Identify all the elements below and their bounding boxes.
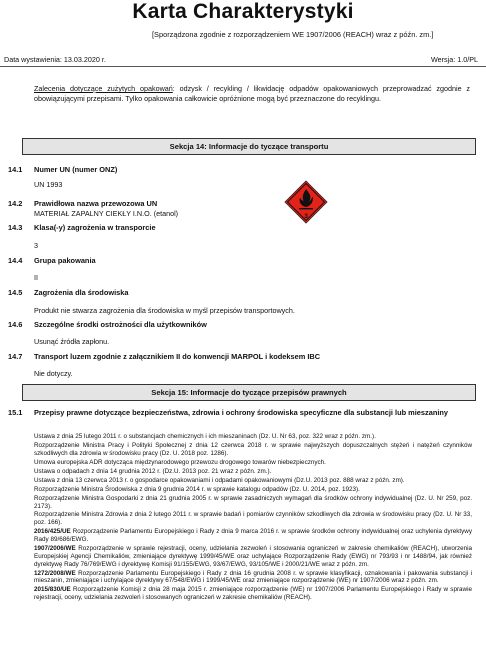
item-title: Klasa(-y) zagrożenia w transporcie (34, 223, 156, 232)
item-title: Zagrożenia dla środowiska (34, 288, 129, 297)
regulation-entry (34, 570, 472, 586)
item-number: 14.6 (8, 320, 23, 329)
regulation-code: 1272/2008/WE (34, 569, 76, 577)
regulation-entry (34, 486, 472, 494)
item-value: UN 1993 (34, 180, 63, 189)
item-number: 14.5 (8, 288, 23, 297)
regulation-entry (34, 586, 472, 602)
regulation-text: Rozporządzenie Ministra Zdrowia z dnia 2 lutego 2011 r. w sprawie badań i pomiarów czynników szkodliwych dla zdrowia w środowisku pracy (Dz. U. Nr 33, poz. 166). (34, 511, 472, 527)
regulation-text: Rozporządzenie w sprawie rejestracji, oceny, udzielania zezwoleń i stosowania ograniczeń w zakresie chemikaliów (REACH), utworzenia Europejskiej Agencji Chemikaliów, zmieniające dyrektywę 1999/45/WE oraz uchylające Rozporządzenie Rady (EWG) nr 793/93 i nr 1488/94, jak również dyrektywę Rady 76/769/EWG i dyrektywę Komisji 91/155/EWG, 93/67/EWG, 93/105/WE i 2000/21/WE wraz z późn. zm. (34, 545, 472, 568)
regulation-text: Rozporządzenie Parlamentu Europejskiego i Rady z dnia 16 grudnia 2008 r. w sprawie klasyfikacji, oznakowania i pakowania substancji i mieszanin, zmieniające i uchylające dyrektywy 67/548/EWG i 1999/45/WE oraz zmieniające rozporządzenie (WE) nr 1907/2006 wraz z późn. zm. (34, 569, 472, 585)
regulation-text: Rozporządzenie Ministra Środowiska z dnia 9 grudnia 2014 r. w sprawie katalogu odpadów (Dz. U. 2014, poz. 1923). (34, 485, 360, 493)
item-value: 3 (34, 241, 38, 250)
regulation-text: Rozporządzenie Parlamentu Europejskiego i Rady z dnia 9 marca 2016 r. w sprawie środków ochrony indywidualnej oraz uchylenia dyrektywy Rady 89/686/EWG. (34, 528, 472, 544)
item-title: Transport luzem zgodnie z załącznikiem II do konwencji MARPOL i kodeksem IBC (34, 352, 321, 361)
item-title: Grupa pakowania (34, 256, 96, 265)
regulation-text: Ustawa z dnia 25 lutego 2011 r. o substancjach chemicznych i ich mieszaninach (Dz. U. Nr 63, poz. 322 wraz z późn. zm.). (34, 433, 376, 440)
item-value: II (34, 273, 38, 282)
item-number: 14.3 (8, 223, 23, 232)
regulation-entry (34, 468, 472, 476)
header-divider (0, 66, 486, 67)
item-title: Prawidłowa nazwa przewozowa UN (34, 199, 158, 208)
item-title: Numer UN (numer ONZ) (34, 165, 118, 174)
item-value: Produkt nie stwarza zagrożenia dla środowiska w myśl przepisów transportowych. (34, 306, 295, 315)
flammable-liquid-icon (284, 180, 328, 224)
regulation-entry (34, 495, 472, 511)
item-number: 14.2 (8, 199, 23, 208)
item-value: Nie dotyczy. (34, 369, 73, 378)
item-value: Usunąć źródła zapłonu. (34, 337, 110, 346)
hazard-class-number: 3 (304, 213, 308, 220)
document-title: Karta Charakterystyki (132, 0, 354, 23)
regulation-text: Rozporządzenie Komisji z dnia 28 maja 2015 r. zmieniające rozporządzenie (WE) nr 1907/2006 Parlamentu Europejskiego i Rady w sprawie rejestracji, oceny, udzielania zezwoleń i stosowanych ograniczeń w zakresie chemikaliów (REACH). (34, 586, 472, 602)
regulation-code: 1907/2006/WE (34, 545, 76, 553)
document-subtitle: [Sporządzona zgodnie z rozporządzeniem WE 1907/2006 (REACH) wraz z późn. zm.] (152, 30, 434, 39)
regulation-entry (34, 477, 472, 485)
item-number: 14.1 (8, 165, 23, 174)
regulation-text: Rozporządzenie Ministra Pracy i Polityki Społecznej z dnia 12 czerwca 2018 r. w sprawie najwyższych dopuszczalnych stężeń i natężeń czynników szkodliwych dla zdrowia w środowisku pracy (Dz. U. 2018 poz. 1286). (34, 441, 472, 457)
regulation-text: Rozporządzenie Ministra Gospodarki z dnia 21 grudnia 2005 r. w sprawie zasadniczych wymagań dla środków ochrony indywidualnej (Dz. U. Nr 259, poz. 2173). (34, 494, 472, 510)
regulation-entry (34, 442, 472, 458)
regulation-text: Ustawa z dnia 13 czerwca 2013 r. o gospodarce opakowaniami i odpadami opakowaniowymi (Dz.U. 2013 poz. 888 wraz z późn. zm). (34, 476, 405, 484)
recycling-paragraph (34, 84, 470, 103)
legal-regulations-list (34, 433, 472, 603)
item-15-1-title: Przepisy prawne dotyczące bezpieczeństwa, zdrowia i ochrony środowiska specyficzne dla substancji lub mieszaniny (34, 408, 449, 417)
regulation-code: 2015/830/UE (34, 586, 71, 594)
section-14-heading: Sekcja 14: Informacje do tyczące transportu (22, 138, 476, 155)
regulation-entry (34, 433, 472, 441)
version-label: Wersja: 1.0/PL (430, 55, 478, 64)
regulation-code: 2016/425/UE (34, 528, 71, 536)
issue-date: Data wystawienia: 13.03.2020 r. (4, 55, 106, 64)
regulation-entry (34, 528, 472, 544)
item-title: Szczególne środki ostrożności dla użytkowników (34, 320, 207, 329)
item-number: 14.7 (8, 352, 23, 361)
regulation-text: Ustawa o odpadach z dnia 14 grudnia 2012 r. (Dz.U. 2013 poz. 21 wraz z późn. zm.). (34, 467, 272, 475)
item-value: MATERIAŁ ZAPALNY CIEKŁY I.N.O. (etanol) (34, 209, 179, 218)
recycling-lead: Zalecenia dotyczące zużytych opakowań (34, 84, 173, 93)
regulation-entry (34, 545, 472, 568)
regulation-text: Umowa europejska ADR dotycząca międzynarodowego przewozu drogowego towarów niebezpiecznych. (34, 458, 326, 466)
item-number: 15.1 (8, 408, 23, 417)
regulation-entry (34, 459, 472, 467)
regulation-entry (34, 511, 472, 527)
recycling-text: : odzysk / recykling / likwidację odpadów opakowaniowych przeprowadzać zgodnie z obowiązującymi przepisami. Tylko opakowania całkowicie opróżnione mogą być przeznaczone do recyklingu. (34, 84, 471, 103)
section-15-heading: Sekcja 15: Informacje do tyczące przepisów prawnych (22, 384, 476, 401)
item-number: 14.4 (8, 256, 23, 265)
